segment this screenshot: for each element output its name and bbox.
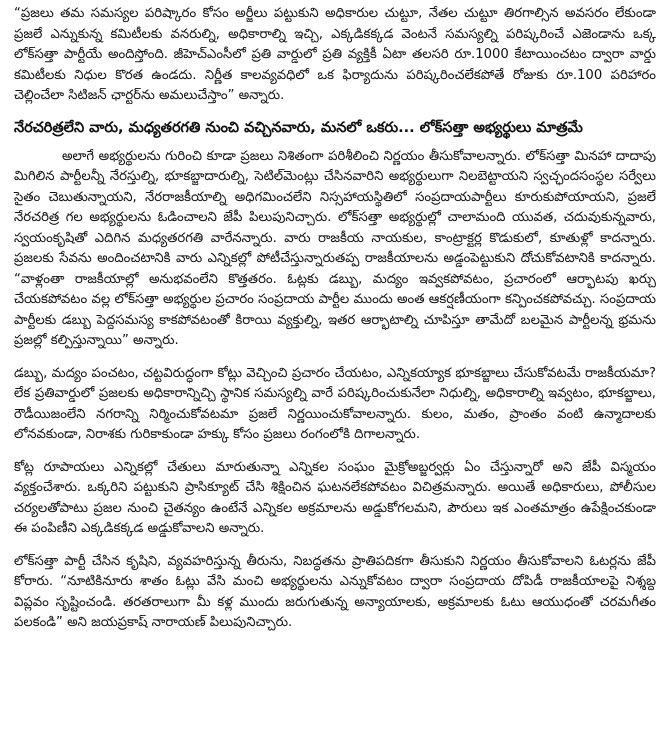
paragraph-voter-appeal: లోక్‌సత్తా పార్టీ చేసిన కృషిని, వ్యవహరిస్తున్న తీరును, నిబద్ధతను ప్రాతిపదికగా తీసుకుని నిర్ణయం తీసుకోవాలని ఓటర్లను జేపీ కోరారు. “నూటికినూరు శాతం ఓట్లు వేసి మంచి అభ్యర్థులను ఎన్నుకోవటం ద్వారా సంప్రదాయ దోపిడీ రాజకీయాలపై నిశ్శబ్ద విప్లవం సృష్టించండి. తరతరాలుగా మీ కళ్ల ముందు జరుగుతున్న అన్యాయాలకు, అక్రమాలకు ఓటు ఆయుధంతో చరమగీతం పలకండి” అని జయప్రకాష్ నారాయణ్ పిలుపునిచ్చారు. bbox=[14, 553, 656, 630]
section-subheading: నేరచరిత్రలేని వారు, మధ్యతరగతి నుంచి వచ్చినవారు, మనలో ఒకరు... లోక్‌సత్తా అభ్యర్థులు మాత్రమే bbox=[14, 119, 583, 136]
paragraph-politics-question: డబ్బు, మద్యం పంచటం, చట్టవిరుద్ధంగా కోట్లు వెచ్చించి ప్రచారం చేయటం, ఎన్నికయ్యాక భూకబ్జాలు చేసుకోవటమే రాజకీయమా? లేక ప్రతివార్డులో ప్రజలకు అధికారాన్నిచ్చి స్థానిక సమస్యల్ని వారే పరిష్కరించుకునేలా నిధుల్ని, అధికారాల్ని ఇవ్వటం, భూకబ్జాలు, రౌడీయిజంలేని నగరాన్ని నిర్మించుకోవటమా ప్రజలే నిర్ణయించుకోవాలన్నారు. కులం, మతం, ప్రాంతం వంటి ఉన్మాదాలకు లోనవకుండా, నిరాశకు గురికాకుండా హక్కు కోసం ప్రజలు రంగంలోకి దిగాలన్నారు. bbox=[14, 365, 656, 442]
paragraph-election-observers: కోట్ల రూపాయలు ఎన్నికల్లో చేతులు మారుతున్నా ఎన్నికల సంఘం మైక్రోఅబ్జర్వర్లు ఏం చేస్తున్నారో అని జేపీ విస్మయం వ్యక్తంచేశారు. ఒక్కరిని పట్టుకుని ప్రాసిక్యూట్ చేసి శిక్షించిన ఘటనలేకపోవటం విచిత్రమన్నారు. అయితే అధికారులు, పోలీసుల చర్యలతోపాటు ప్రజల నుంచి చైతన్యం ఉంటేనే ఎన్నికల అక్రమాలను అడ్డుకోగలమని, పౌరులు ఇక ఎంతమాత్రం ఉపేక్షించకుండా ఈ పంపిణీని ఎక్కడికక్కడ అడ్డుకోవాలని అన్నారు. bbox=[14, 459, 656, 536]
paragraph-candidates: అలాగే అభ్యర్థులను గురించి కూడా ప్రజలు నిశితంగా పరిశీలించి నిర్ణయం తీసుకోవాలన్నారు. లోక్‌సత్తా మినహా దాదాపు మిగిలిన పార్టీలన్నీ నేరస్తుల్ని, భూకబ్జాదారుల్ని, సెటిల్‌మెంట్లు చేసినవారిని అభ్యర్థులుగా నిలబెట్టాయని స్వచ్ఛందసంస్థల సర్వేలు సైతం చెబుతున్నాయని, నేరరాజకీయాల్ని అధిగమించలేని నిస్సహాయస్థితిలో సంప్రదాయపార్టీలు కూరుకుపోయాయని, ప్రజలే నేరచరిత్ర గల అభ్యర్థులను ఓడించాలని జేపీ పిలుపునిచ్చారు. లోక్‌సత్తా అభ్యర్థుల్లో చాలామంది యువత, చదువుకున్నవారు, స్వయంకృషితో ఎదిగిన మధ్యతరగతి వారేనన్నారు. వారు రాజకీయ నాయకుల, కాంట్రాక్టర్ల కొడుకులో, కూతుళ్లో కాదన్నారు. ప్రజలకు సేవను అందించటానికి వారు ఎన్నికల్లో పోటీచేస్తున్నారుతప్ప రాజకీయాలను అడ్డంపెట్టుకుని దోచుకోవటానికి కాదన్నారు. “వాళ్లంతా రాజకీయాల్లో అనుభవంలేని కొత్తతరం. ఓట్లకు డబ్బు, మద్యం ఇవ్వకపోవటం, ప్రచారంలో ఆర్భాటపు ఖర్చు చేయకపోవటం వల్ల లోక్‌సత్తా అభ్యర్థుల ప్రచారం సంప్రదాయ పార్టీల ముందు అంత ఆకర్షణీయంగా కన్పించకపోవచ్చు. సంప్రదాయ పార్టీలకు డబ్బు పెద్దసమస్య కాకపోవటంతో కిరాయి వ్యక్తుల్ని, ఇతర ఆర్భాటాల్ని చూపిస్తూ తామేదో బలమైన పార్టీలన్న భ్రమను ప్రజల్లో కల్పిస్తున్నాయి” అన్నారు. bbox=[14, 148, 656, 348]
paragraph-intro-quote: “ప్రజలు తమ సమస్యల పరిష్కారం కోసం అర్జీలు పట్టుకుని అధికారుల చుట్టూ, నేతల చుట్టూ తిరగాల్సిన అవసరం లేకుండా ప్రజలే ఎన్నుకున్న కమిటీలకు వనరుల్ని, అధికారాల్ని ఇచ్చి, ఎక్కడికక్కడ వెంటనే సమస్యల్ని పరిష్కరించే ఎజెండాను ఒక్క లోక్‌సత్తా పార్టీయే అందిస్తోంది. జీహెచ్ఎంసీలో ప్రతి వార్డులో ప్రతి వ్యక్తికీ ఏటా తలసరి రూ.1000 కేటాయించటం ద్వారా వార్డు కమిటీలకు నిధుల కొరత ఉండదు. నిర్ణీత కాలవ్యవధిలో ఒక ఫిర్యాదును పరిష్కరించలేకపోతే రోజుకు రూ.100 పరిహారం చెల్లించేలా సిటిజన్ ఛార్టర్‌ను అమలుచేస్తాం” అన్నారు. bbox=[14, 6, 656, 103]
